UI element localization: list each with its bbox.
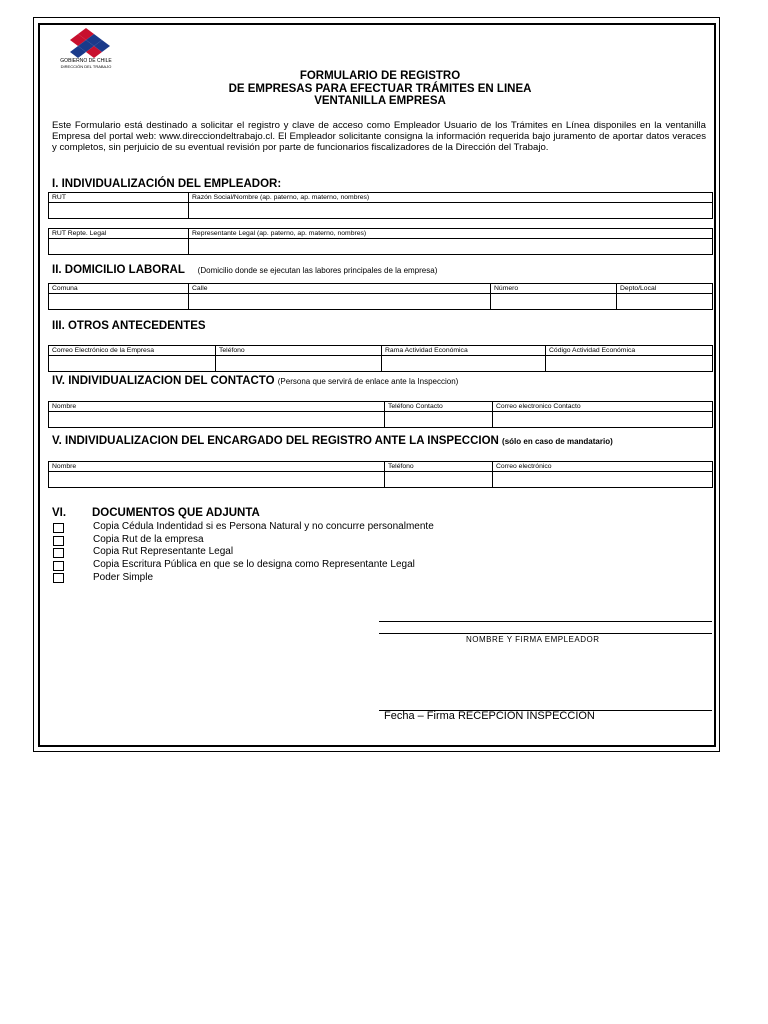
legal-rep-rut-header: RUT Repte. Legal xyxy=(52,230,107,237)
contact-table xyxy=(48,401,713,428)
rut-field[interactable] xyxy=(49,203,188,218)
employer-table xyxy=(48,192,713,219)
checkbox-id-copy[interactable] xyxy=(53,523,64,533)
section-3-title: III. OTROS ANTECEDENTES xyxy=(52,320,206,332)
legal-rep-name-field[interactable] xyxy=(188,239,712,254)
contact-email-header: Correo electronico Contacto xyxy=(492,402,712,411)
economic-branch-field[interactable] xyxy=(381,356,545,371)
contact-phone-field[interactable] xyxy=(384,412,492,427)
doc-label-company-rut: Copia Rut de la empresa xyxy=(93,534,204,545)
section-1-title: I. INDIVIDUALIZACIÓN DEL EMPLEADOR: xyxy=(52,178,282,190)
business-name-field[interactable] xyxy=(188,203,712,218)
street-header: Calle xyxy=(188,284,490,293)
phone-field[interactable] xyxy=(215,356,381,371)
doc-label-public-deed: Copia Escritura Pública en que se lo designa como Representante Legal xyxy=(93,559,415,570)
employer-signature-label: NOMBRE Y FIRMA EMPLEADOR xyxy=(466,635,600,644)
company-email-field[interactable] xyxy=(49,356,215,371)
registrar-table xyxy=(48,461,713,488)
economic-branch-header: Rama Actividad Económica xyxy=(381,346,545,355)
rut-header: RUT xyxy=(52,194,66,201)
checkbox-company-rut[interactable] xyxy=(53,536,64,546)
contact-email-field[interactable] xyxy=(492,412,712,427)
doc-label-simple-power: Poder Simple xyxy=(93,572,154,583)
street-field[interactable] xyxy=(188,294,490,309)
legal-rep-table xyxy=(48,228,713,255)
business-name-header: Razón Social/Nombre (ap. paterno, ap. materno, nombres) xyxy=(188,193,712,202)
address-table xyxy=(48,283,713,310)
number-field[interactable] xyxy=(490,294,616,309)
section-5-title: V. INDIVIDUALIZACION DEL ENCARGADO DEL REGISTRO ANTE LA INSPECCION (sólo en caso de mandatario) xyxy=(52,435,613,447)
contact-name-field[interactable] xyxy=(49,412,384,427)
comuna-field[interactable] xyxy=(49,294,188,309)
doc-label-id-copy: Copia Cédula Indentidad si es Persona Natural y no concurre personalmente xyxy=(93,521,434,532)
registrar-name-field[interactable] xyxy=(49,472,384,487)
signature-line-employer[interactable] xyxy=(379,633,712,634)
section-2-subtitle: (Domicilio donde se ejecutan las labores principales de la empresa) xyxy=(197,266,438,275)
section-2-title: II. DOMICILIO LABORAL (Domicilio donde se ejecutan las labores principales de la empresa) xyxy=(52,264,438,276)
economic-code-field[interactable] xyxy=(545,356,712,371)
checkbox-public-deed[interactable] xyxy=(53,561,64,571)
number-header: Número xyxy=(490,284,616,293)
section-4-subtitle: (Persona que servirá de enlace ante la Inspeccion) xyxy=(277,377,459,386)
unit-header: Depto/Local xyxy=(616,284,712,293)
other-info-table xyxy=(48,345,713,372)
legal-rep-name-header: Representante Legal (ap. paterno, ap. materno, nombres) xyxy=(188,229,712,238)
reception-signature-label: Fecha – Firma RECEPCION INSPECCION xyxy=(384,710,595,722)
contact-phone-header: Teléfono Contacto xyxy=(384,402,492,411)
contact-name-header: Nombre xyxy=(52,403,77,410)
signature-line-top xyxy=(379,621,712,622)
checkbox-simple-power[interactable] xyxy=(53,573,64,583)
registrar-phone-header: Teléfono xyxy=(384,462,492,471)
phone-header: Teléfono xyxy=(215,346,381,355)
form-title-line3: VENTANILLA EMPRESA xyxy=(314,95,446,107)
legal-rep-rut-field[interactable] xyxy=(49,239,188,254)
doc-label-legal-rep-rut: Copia Rut Representante Legal xyxy=(93,546,234,557)
logo-text: GOBIERNO DE CHILE DIRECCIÓN DEL TRABAJO xyxy=(60,58,112,69)
comuna-header: Comuna xyxy=(52,285,78,292)
section-5-subtitle: (sólo en caso de mandatario) xyxy=(502,437,613,446)
unit-field[interactable] xyxy=(616,294,712,309)
registrar-phone-field[interactable] xyxy=(384,472,492,487)
company-email-header: Correo Electrónico de la Empresa xyxy=(52,347,154,354)
registrar-email-header: Correo electrónico xyxy=(492,462,712,471)
section-4-title: IV. INDIVIDUALIZACION DEL CONTACTO (Persona que servirá de enlace ante la Inspeccion) xyxy=(52,375,459,387)
form-title-line1: FORMULARIO DE REGISTRO xyxy=(299,70,461,82)
form-title-line2: DE EMPRESAS PARA EFECTUAR TRÁMITES EN LINEA xyxy=(228,83,532,95)
registrar-name-header: Nombre xyxy=(52,463,77,470)
intro-paragraph: Este Formulario está destinado a solicitar el registro y clave de acceso como Empleador Usuario de los Trámites en Línea disponiles en la ventanilla Empresa del portal web: www.direcciondeltrabajo.cl. El Empleador solicitante consigna la información requerida bajo juramento de aportar datos veraces y completos, sin perjuicio de su eventual revisión por parte de funcionarios fiscalizadores de la Dirección del Trabajo. xyxy=(52,120,706,153)
registrar-email-field[interactable] xyxy=(492,472,712,487)
section-6-title: VI. DOCUMENTOS QUE ADJUNTA xyxy=(52,507,260,519)
economic-code-header: Código Actividad Económica xyxy=(545,346,712,355)
checkbox-legal-rep-rut[interactable] xyxy=(53,548,64,558)
